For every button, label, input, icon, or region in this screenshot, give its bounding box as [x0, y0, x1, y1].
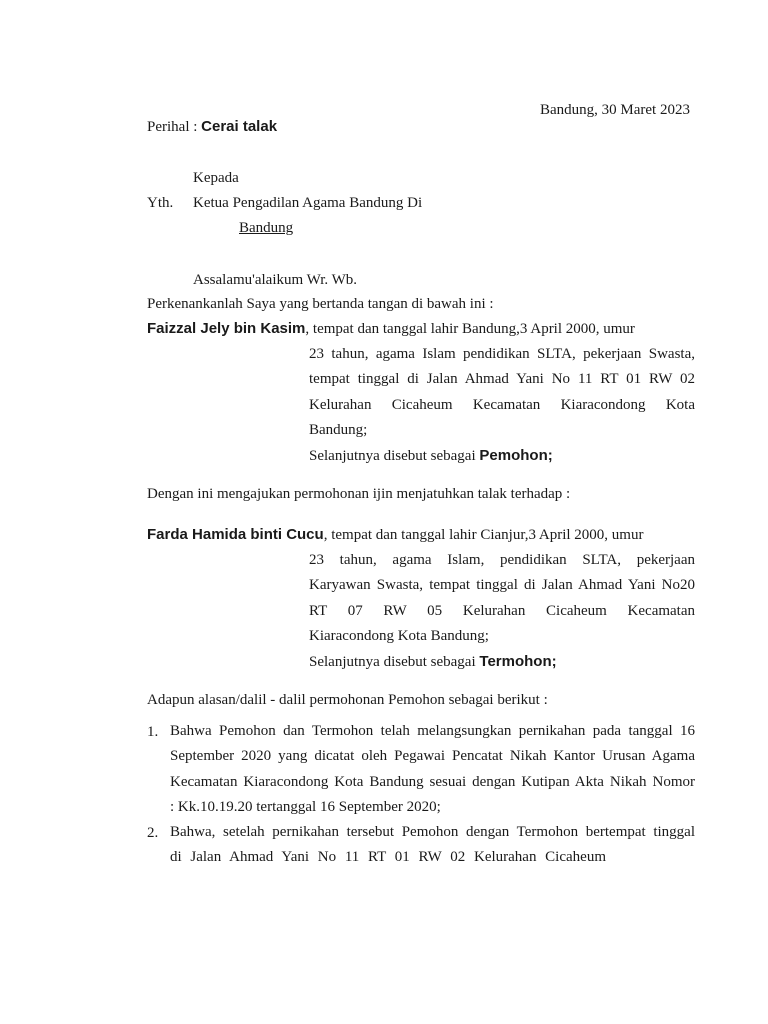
respondent-first-line: [147, 525, 643, 545]
respondent-referred-prefix: Selanjutnya disebut sebagai: [309, 654, 480, 671]
respondent-referred-as: Termohon;: [479, 653, 557, 671]
petitioner-birth: , tempat dan tanggal lahir Bandung,3 April 2000, umur: [305, 321, 635, 337]
reason-line: Kecamatan Kiaracondong Kota Bandung sesuai dengan Kutipan Akta Nikah Nomor: [170, 773, 695, 790]
respondent-name: Farda Hamida binti Cucu: [147, 526, 324, 543]
petitioner-line: 23 tahun, agama Islam pendidikan SLTA, pekerjaan Swasta,: [309, 346, 695, 362]
subject-label: Perihal :: [147, 119, 198, 135]
respondent-birth: , tempat dan tanggal lahir Cianjur,3 April 2000, umur: [323, 527, 644, 543]
reason-line: di Jalan Ahmad Yani No 11 RT 01 RW 02 Kelurahan Cicaheum: [170, 849, 606, 866]
recipient-name: Ketua Pengadilan Agama Bandung Di: [193, 195, 423, 211]
intro-text: Perkenankanlah Saya yang bertanda tangan di bawah ini :: [147, 296, 494, 312]
respondent-referred: [309, 649, 695, 674]
recipient-yth: Yth.: [147, 195, 174, 211]
respondent-line: Karyawan Swasta, tempat tinggal di Jalan Ahmad Yani No20: [309, 577, 695, 594]
reason-line: Bahwa, setelah pernikahan tersebut Pemohon dengan Termohon bertempat tinggal: [170, 824, 695, 840]
respondent-line: Kiaracondong Kota Bandung;: [309, 627, 489, 644]
reason-number: 1.: [147, 724, 159, 740]
reason-item-2: [170, 820, 695, 871]
greeting: Assalamu'alaikum Wr. Wb.: [193, 272, 358, 288]
reason-line: Bahwa Pemohon dan Termohon telah melangsungkan pernikahan pada tanggal 16: [170, 723, 695, 739]
reasons-intro: Adapun alasan/dalil - dalil permohonan Pemohon sebagai berikut :: [147, 692, 548, 708]
petitioner-referred-as: Pemohon;: [479, 447, 553, 465]
subject-line: [147, 117, 277, 137]
reason-number: 2.: [147, 825, 159, 841]
petitioner-referred: [309, 443, 695, 468]
recipient-kepada: Kepada: [193, 170, 239, 186]
respondent-line: 23 tahun, agama Islam, pendidikan SLTA, pekerjaan: [309, 552, 695, 568]
petitioner-first-line: [147, 319, 635, 339]
reason-item-1: [170, 719, 695, 820]
respondent-details: [309, 548, 695, 674]
petitioner-line: Kelurahan Cicaheum Kecamatan Kiaracondong Kota: [309, 396, 695, 413]
reason-line: September 2020 yang dicatat oleh Pegawai Pencatat Nikah Kantor Urusan Agama: [170, 748, 695, 765]
respondent-line: RT 07 RW 05 Kelurahan Cicaheum Kecamatan: [309, 602, 695, 619]
subject-value: Cerai talak: [201, 118, 278, 135]
petitioner-line: tempat tinggal di Jalan Ahmad Yani No 11 RT 01 RW 02: [309, 371, 695, 388]
recipient-city: Bandung: [239, 220, 294, 236]
reason-line: : Kk.10.19.20 tertanggal 16 September 2020;: [170, 798, 441, 815]
petitioner-name: Faizzal Jely bin Kasim: [147, 320, 306, 337]
petition-statement: Dengan ini mengajukan permohonan ijin menjatuhkan talak terhadap :: [147, 486, 571, 502]
petitioner-referred-prefix: Selanjutnya disebut sebagai: [309, 448, 480, 465]
date-line: Bandung, 30 Maret 2023: [540, 102, 690, 118]
petitioner-details: [309, 342, 695, 468]
petitioner-line: Bandung;: [309, 421, 368, 438]
